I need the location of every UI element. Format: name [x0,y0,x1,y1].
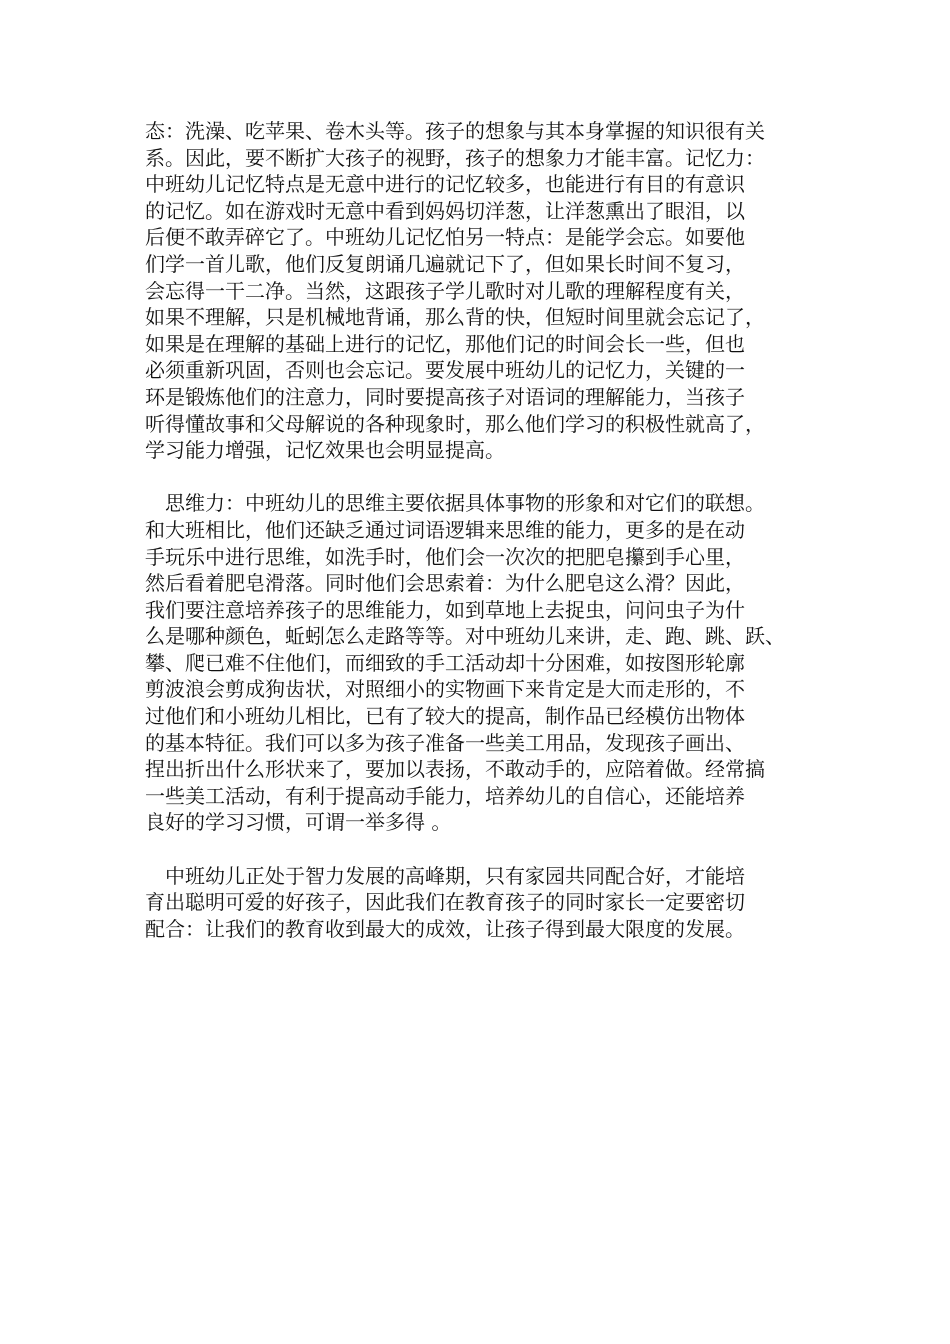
text-line: 良好的学习习惯，可谓一举多得 。 [145,810,452,835]
text-line: 必须重新巩固，否则也会忘记。要发展中班幼儿的记忆力，关键的一 [145,358,745,383]
text-line: 的记忆。如在游戏时无意中看到妈妈切洋葱，让洋葱熏出了眼泪，以 [145,198,745,223]
text-line: 听得懂故事和父母解说的各种现象时，那么他们学习的积极性就高了， [145,411,765,436]
text-line: 会忘得一干二净。当然，这跟孩子学儿歌时对儿歌的理解程度有关， [145,278,745,303]
text-line: 的基本特征。我们可以多为孩子准备一些美工用品，发现孩子画出、 [145,730,745,755]
text-line: 然后看着肥皂滑落。同时他们会思索着：为什么肥皂这么滑？因此， [145,571,745,596]
text-line: 环是锻炼他们的注意力，同时要提高孩子对语词的理解能力，当孩子 [145,384,745,409]
text-line: 配合：让我们的教育收到最大的成效，让孩子得到最大限度的发展。 [145,916,745,941]
paragraph [145,863,821,943]
text-line: 中班幼儿记忆特点是无意中进行的记忆较多，也能进行有目的有意识 [145,172,745,197]
document-body [145,118,821,942]
text-line: 手玩乐中进行思维，如洗手时，他们会一次次的把肥皂攥到手心里， [145,544,745,569]
text-line: 如果不理解，只是机械地背诵，那么背的快，但短时间里就会忘记了， [145,305,765,330]
text-line: 如果是在理解的基础上进行的记忆，那他们记的时间会长一些，但也 [145,331,745,356]
text-line: 态：洗澡、吃苹果、卷木头等。孩子的想象与其本身掌握的知识很有关 [145,119,765,143]
paragraph [145,490,821,836]
text-line: 中班幼儿正处于智力发展的高峰期，只有家园共同配合好，才能培 [145,863,745,888]
text-line: 一些美工活动，有利于提高动手能力，培养幼儿的自信心，还能培养 [145,783,745,808]
text-line: 们学一首儿歌，他们反复朗诵几遍就记下了，但如果长时间不复习， [145,251,745,276]
text-line: 学习能力增强，记忆效果也会明显提高。 [145,438,505,463]
text-line: 后便不敢弄碎它了。中班幼儿记忆怕另一特点：是能学会忘。如要他 [145,225,745,250]
text-line: 剪波浪会剪成狗齿状，对照细小的实物画下来肯定是大而走形的，不 [145,677,745,702]
text-line: 育出聪明可爱的好孩子，因此我们在教育孩子的同时家长一定要密切 [145,890,745,915]
text-line: 思维力：中班幼儿的思维主要依据具体事物的形象和对它们的联想。 [145,491,765,516]
text-line: 和大班相比，他们还缺乏通过词语逻辑来思维的能力，更多的是在动 [145,517,745,542]
text-line: 攀、爬已难不住他们，而细致的手工活动却十分困难，如按图形轮廓 [145,650,745,675]
text-line: 过他们和小班幼儿相比，已有了较大的提高，制作品已经模仿出物体 [145,704,745,729]
paragraph [145,118,821,464]
text-line: 么是哪种颜色，蚯蚓怎么走路等等。对中班幼儿来讲，走、跑、跳、跃、 [145,624,785,649]
text-line: 系。因此，要不断扩大孩子的视野，孩子的想象力才能丰富。记忆力： [145,145,765,170]
text-line: 捏出折出什么形状来了，要加以表扬，不敢动手的，应陪着做。经常搞 [145,757,765,782]
text-line: 我们要注意培养孩子的思维能力，如到草地上去捉虫，问问虫子为什 [145,597,745,622]
